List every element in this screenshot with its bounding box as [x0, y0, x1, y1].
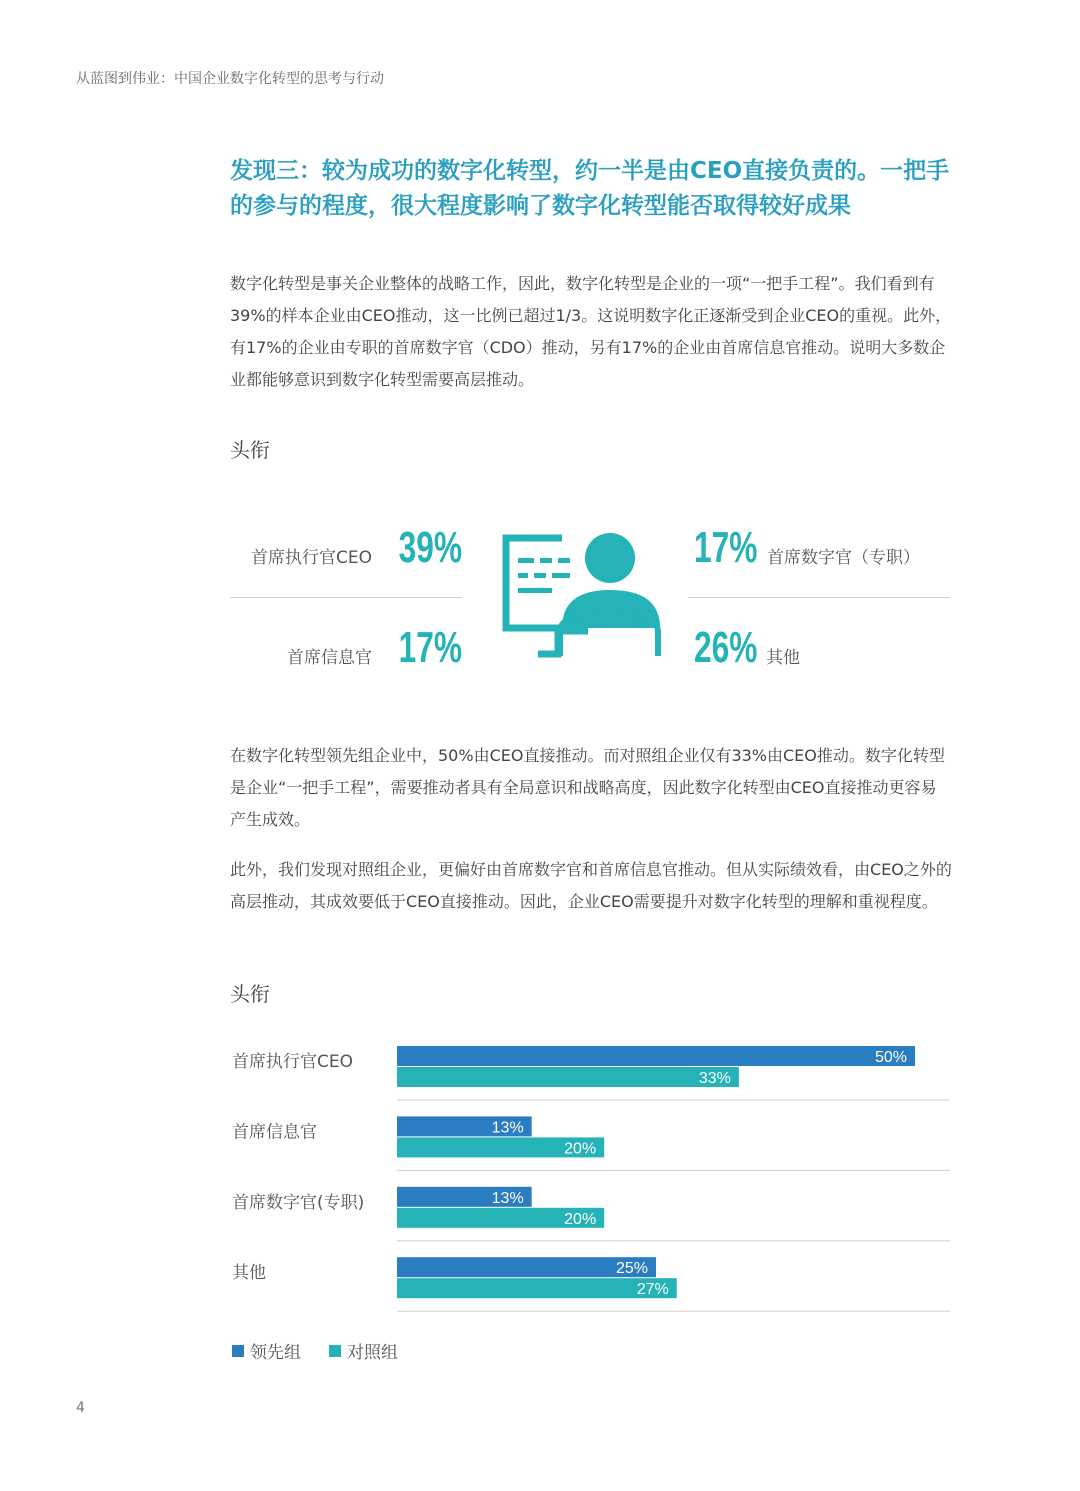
chart-legend [232, 1338, 398, 1363]
running-header: 从蓝图到伟业：中国企业数字化转型的思考与行动 [76, 71, 384, 87]
bar-value-label: 20% [564, 1140, 597, 1158]
bar-leading [397, 1046, 915, 1066]
stat-label-ceo: 首席执行官CEO [251, 548, 372, 568]
bar-value-label: 20% [564, 1210, 597, 1228]
section-label-title-chart: 头衔 [230, 982, 270, 1006]
bar-value-label: 13% [491, 1119, 524, 1137]
legend-label-leading: 领先组 [250, 1343, 301, 1363]
paragraph-intro: 数字化转型是事关企业整体的战略工作，因此，数字化转型是企业的一项“一把手工程”。我们看到有39%的样本企业由CEO推动，这一比例已超过1/3。这说明数字化正逐渐受到企业CEO的重视。此外，有17%的企业由专职的首席数字官（CDO）推动，另有17%的企业由首席信息官推动。说明大多数企业都能够意识到数字化转型需要高层推动。 [230, 274, 952, 389]
legend-swatch-control [329, 1345, 341, 1357]
legend-label-control: 对照组 [347, 1343, 398, 1363]
stat-label-cdo: 首席数字官（专职） [767, 548, 920, 568]
finding-heading: 发现三：较为成功的数字化转型，约一半是由CEO直接负责的。一把手的参与的程度，很大程度影响了数字化转型能否取得较好成果 [230, 158, 950, 219]
paragraph-leading-group: 在数字化转型领先组企业中，50%由CEO直接推动。而对照组企业仅有33%由CEO推动。数字化转型是企业“一把手工程”，需要推动者具有全局意识和战略高度，因此数字化转型由CEO直接推动更容易产生成效。 [230, 746, 945, 829]
bar-value-label: 33% [698, 1070, 731, 1087]
bar-value-label: 50% [874, 1049, 907, 1066]
category-label: 首席数字官(专职) [232, 1192, 365, 1213]
section-label-title-stats: 头衔 [230, 438, 270, 462]
bar-control [397, 1278, 677, 1298]
category-label: 其他 [232, 1263, 266, 1284]
stat-value-cio: 17% [398, 623, 462, 672]
category-label: 首席信息官 [232, 1122, 317, 1143]
paragraph-control-group: 此外，我们发现对照组企业，更偏好由首席数字官和首席信息官推动。但从实际绩效看，由CEO之外的高层推动，其成效要低于CEO直接推动。因此，企业CEO需要提升对数字化转型的理解和重视程度。 [230, 860, 952, 911]
legend-item-control [329, 1338, 398, 1363]
stat-label-cio: 首席信息官 [287, 648, 372, 668]
stat-value-ceo: 39% [398, 523, 462, 572]
bar-value-label: 25% [615, 1260, 648, 1278]
stat-value-other: 26% [694, 623, 758, 672]
category-label: 首席执行官CEO [232, 1052, 353, 1072]
legend-item-leading [232, 1338, 301, 1363]
stat-label-other: 其他 [766, 648, 800, 668]
stat-value-cdo: 17% [694, 523, 758, 572]
page-number: 4 [76, 1400, 85, 1416]
legend-swatch-leading [232, 1345, 244, 1357]
bar-control [397, 1067, 739, 1087]
bar-value-label: 13% [491, 1189, 524, 1207]
bar-value-label: 27% [636, 1281, 669, 1299]
